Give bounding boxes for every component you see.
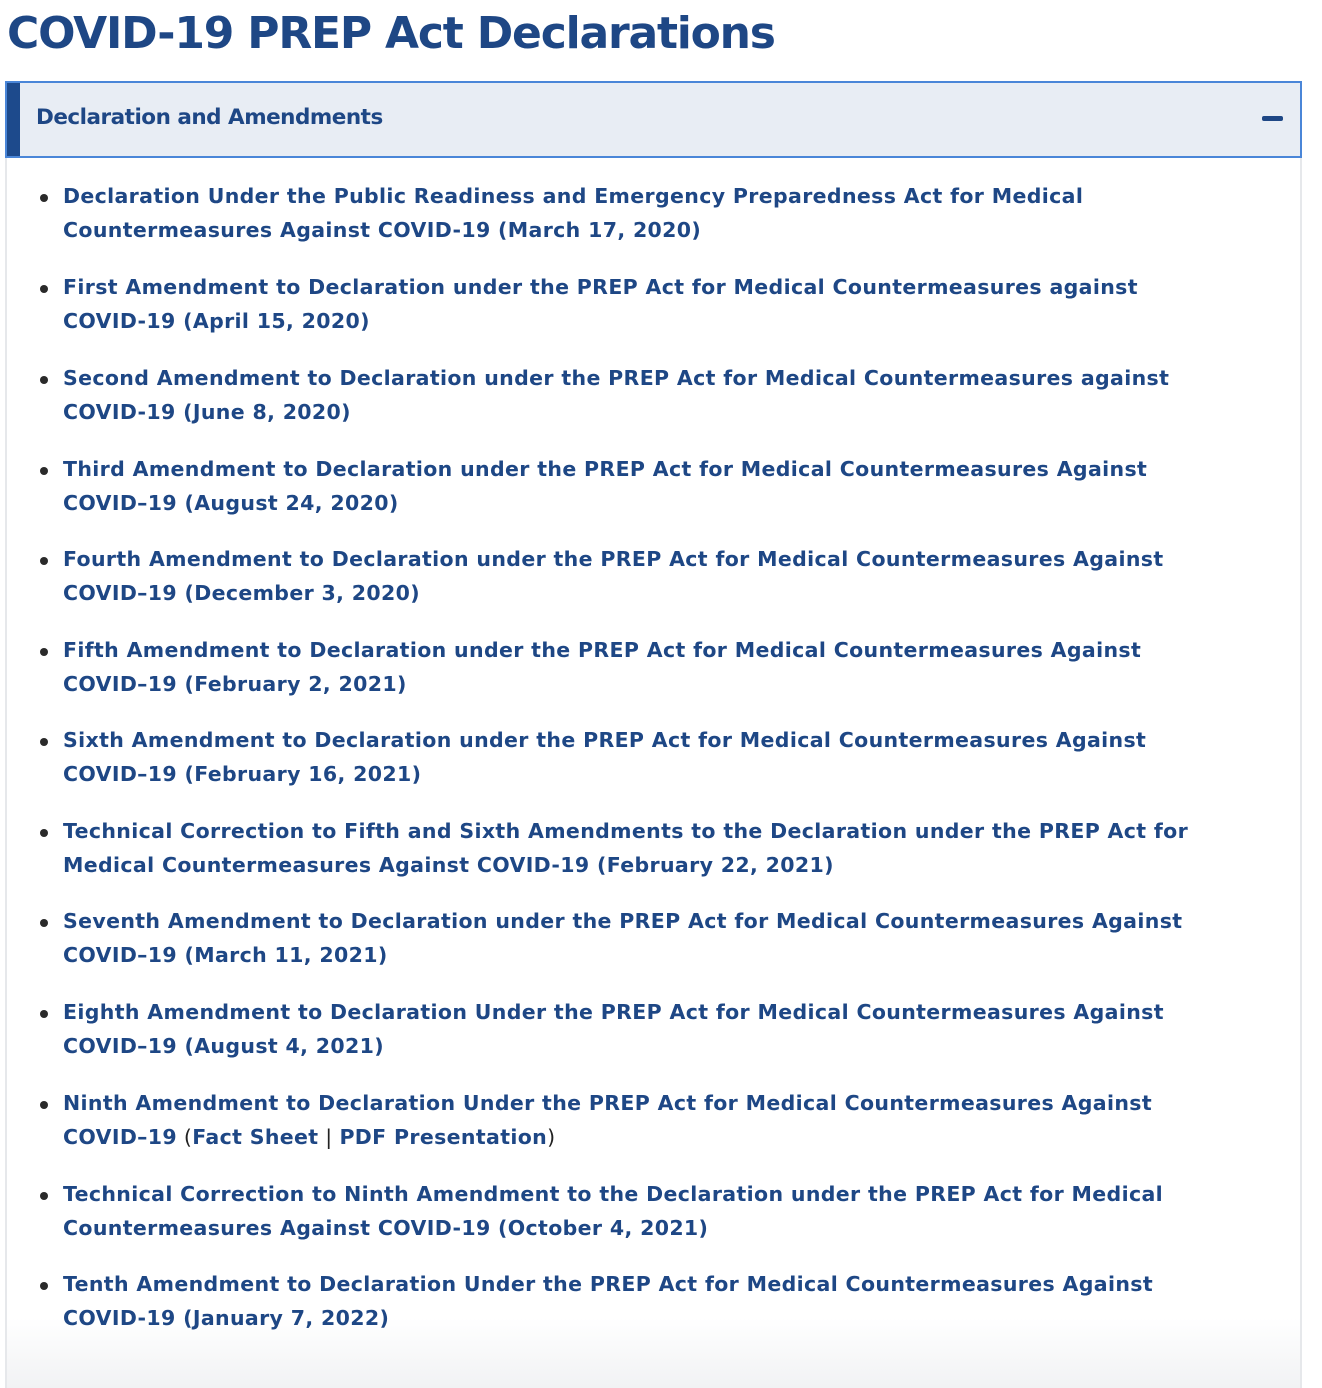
bullet-icon <box>40 1101 48 1109</box>
bullet-icon <box>40 919 48 927</box>
tenth-amendment-link[interactable]: Tenth Amendment to Declaration Under the PREP Act for Medical Countermeasures Against COVID-19 (January 7, 2022) <box>63 1272 1153 1330</box>
third-amendment-link[interactable]: Third Amendment to Declaration under the PREP Act for Medical Countermeasures Against COVID–19 (August 24, 2020) <box>63 457 1148 515</box>
declarations-accordion <box>5 81 1302 1381</box>
bullet-icon <box>40 1010 48 1018</box>
fact-sheet-link[interactable]: Fact Sheet <box>192 1125 319 1149</box>
accordion-accent-bar <box>7 83 20 156</box>
bullet-icon <box>40 738 48 746</box>
link-separator: | <box>318 1125 340 1149</box>
bullet-icon <box>40 285 48 293</box>
accordion-title: Declaration and Amendments <box>36 105 383 130</box>
bullet-icon <box>40 194 48 202</box>
first-amendment-link[interactable]: First Amendment to Declaration under the PREP Act for Medical Countermeasures against COVID-19 (April 15, 2020) <box>63 275 1138 333</box>
ninth-amendment-link[interactable]: Ninth Amendment to Declaration Under the PREP Act for Medical Countermeasures Against COVID–19 <box>63 1091 1152 1149</box>
accordion-panel <box>5 158 1302 1388</box>
ninth-amendment-entry <box>63 1086 1283 1154</box>
bullet-icon <box>40 1192 48 1200</box>
bullet-icon <box>40 467 48 475</box>
page-title: COVID-19 PREP Act Declarations <box>7 8 775 59</box>
eighth-amendment-link[interactable]: Eighth Amendment to Declaration Under the PREP Act for Medical Countermeasures Against COVID–19 (August 4, 2021) <box>63 1000 1164 1058</box>
accordion-header-declaration-and-amendments[interactable] <box>5 81 1302 158</box>
bullet-icon <box>40 376 48 384</box>
declaration-link[interactable]: Declaration Under the Public Readiness and Emergency Preparedness Act for Medical Countermeasures Against COVID-19 (March 17, 2020) <box>63 184 1084 242</box>
bullet-icon <box>40 829 48 837</box>
seventh-amendment-link[interactable]: Seventh Amendment to Declaration under the PREP Act for Medical Countermeasures Against COVID–19 (March 11, 2021) <box>63 909 1183 967</box>
minus-icon[interactable] <box>1262 116 1283 121</box>
open-paren: ( <box>177 1125 193 1149</box>
second-amendment-link[interactable]: Second Amendment to Declaration under the PREP Act for Medical Countermeasures against COVID-19 (June 8, 2020) <box>63 366 1170 424</box>
sixth-amendment-link[interactable]: Sixth Amendment to Declaration under the PREP Act for Medical Countermeasures Against COVID–19 (February 16, 2021) <box>63 728 1147 786</box>
bullet-icon <box>40 557 48 565</box>
bullet-icon <box>40 1282 48 1290</box>
close-paren: ) <box>547 1125 556 1149</box>
fourth-amendment-link[interactable]: Fourth Amendment to Declaration under the PREP Act for Medical Countermeasures Against COVID–19 (December 3, 2020) <box>63 547 1164 605</box>
technical-correction-fifth-sixth-link[interactable]: Technical Correction to Fifth and Sixth Amendments to the Declaration under the PREP Act for Medical Countermeasures Against COVID-19 (February 22, 2021) <box>63 819 1189 877</box>
pdf-presentation-link[interactable]: PDF Presentation <box>339 1125 548 1149</box>
technical-correction-ninth-link[interactable]: Technical Correction to Ninth Amendment to the Declaration under the PREP Act for Medical Countermeasures Against COVID-19 (October 4, 2021) <box>63 1182 1164 1240</box>
fifth-amendment-link[interactable]: Fifth Amendment to Declaration under the PREP Act for Medical Countermeasures Against COVID–19 (February 2, 2021) <box>63 638 1142 696</box>
bullet-icon <box>40 648 48 656</box>
